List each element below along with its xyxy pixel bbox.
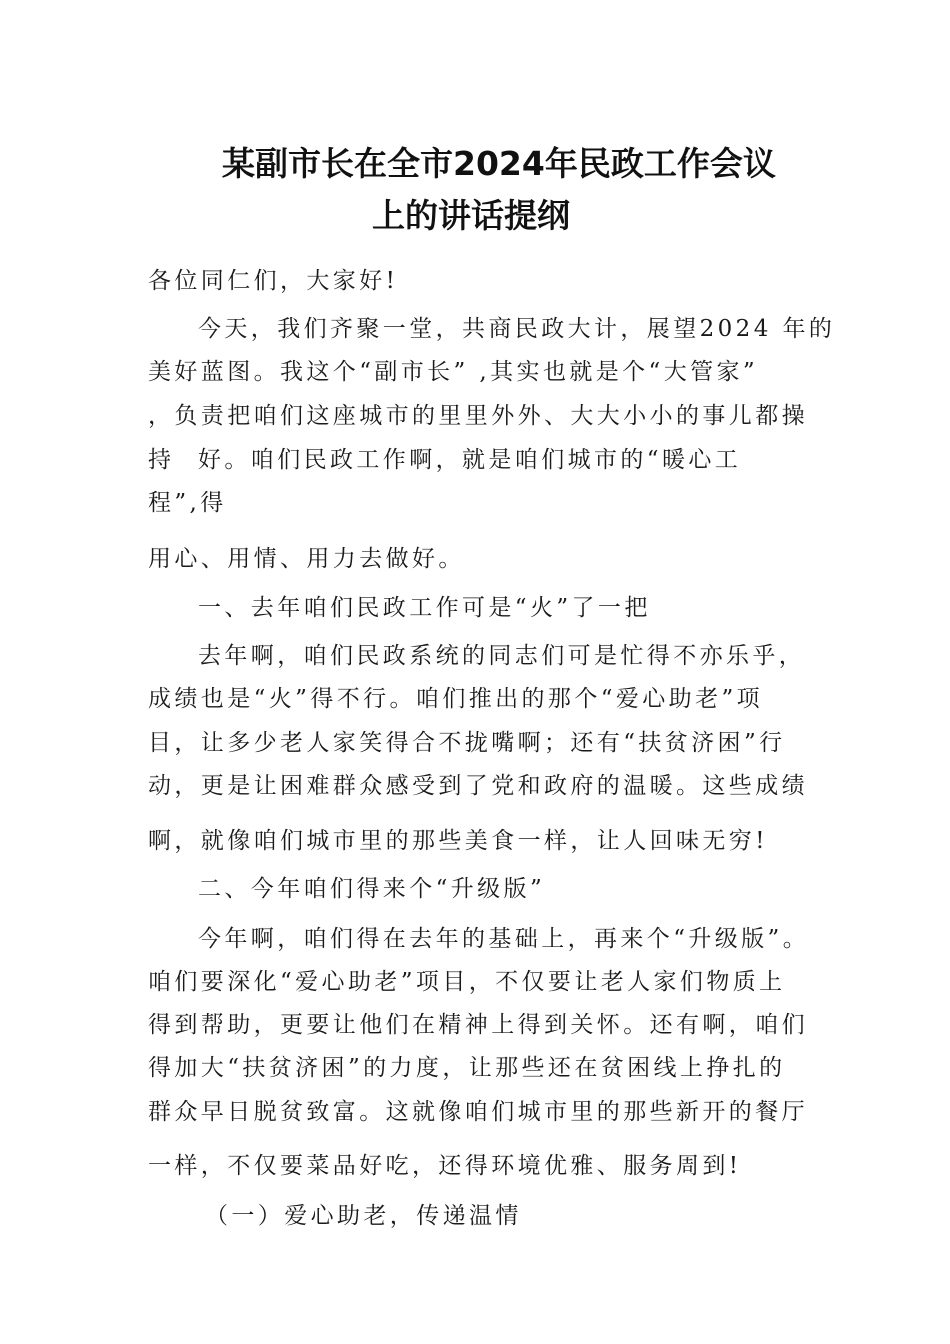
document-title-line-1: 某副市长在全市2024年民政工作会议 — [222, 144, 776, 183]
document-title-line-2: 上的讲话提纲 — [372, 196, 570, 235]
